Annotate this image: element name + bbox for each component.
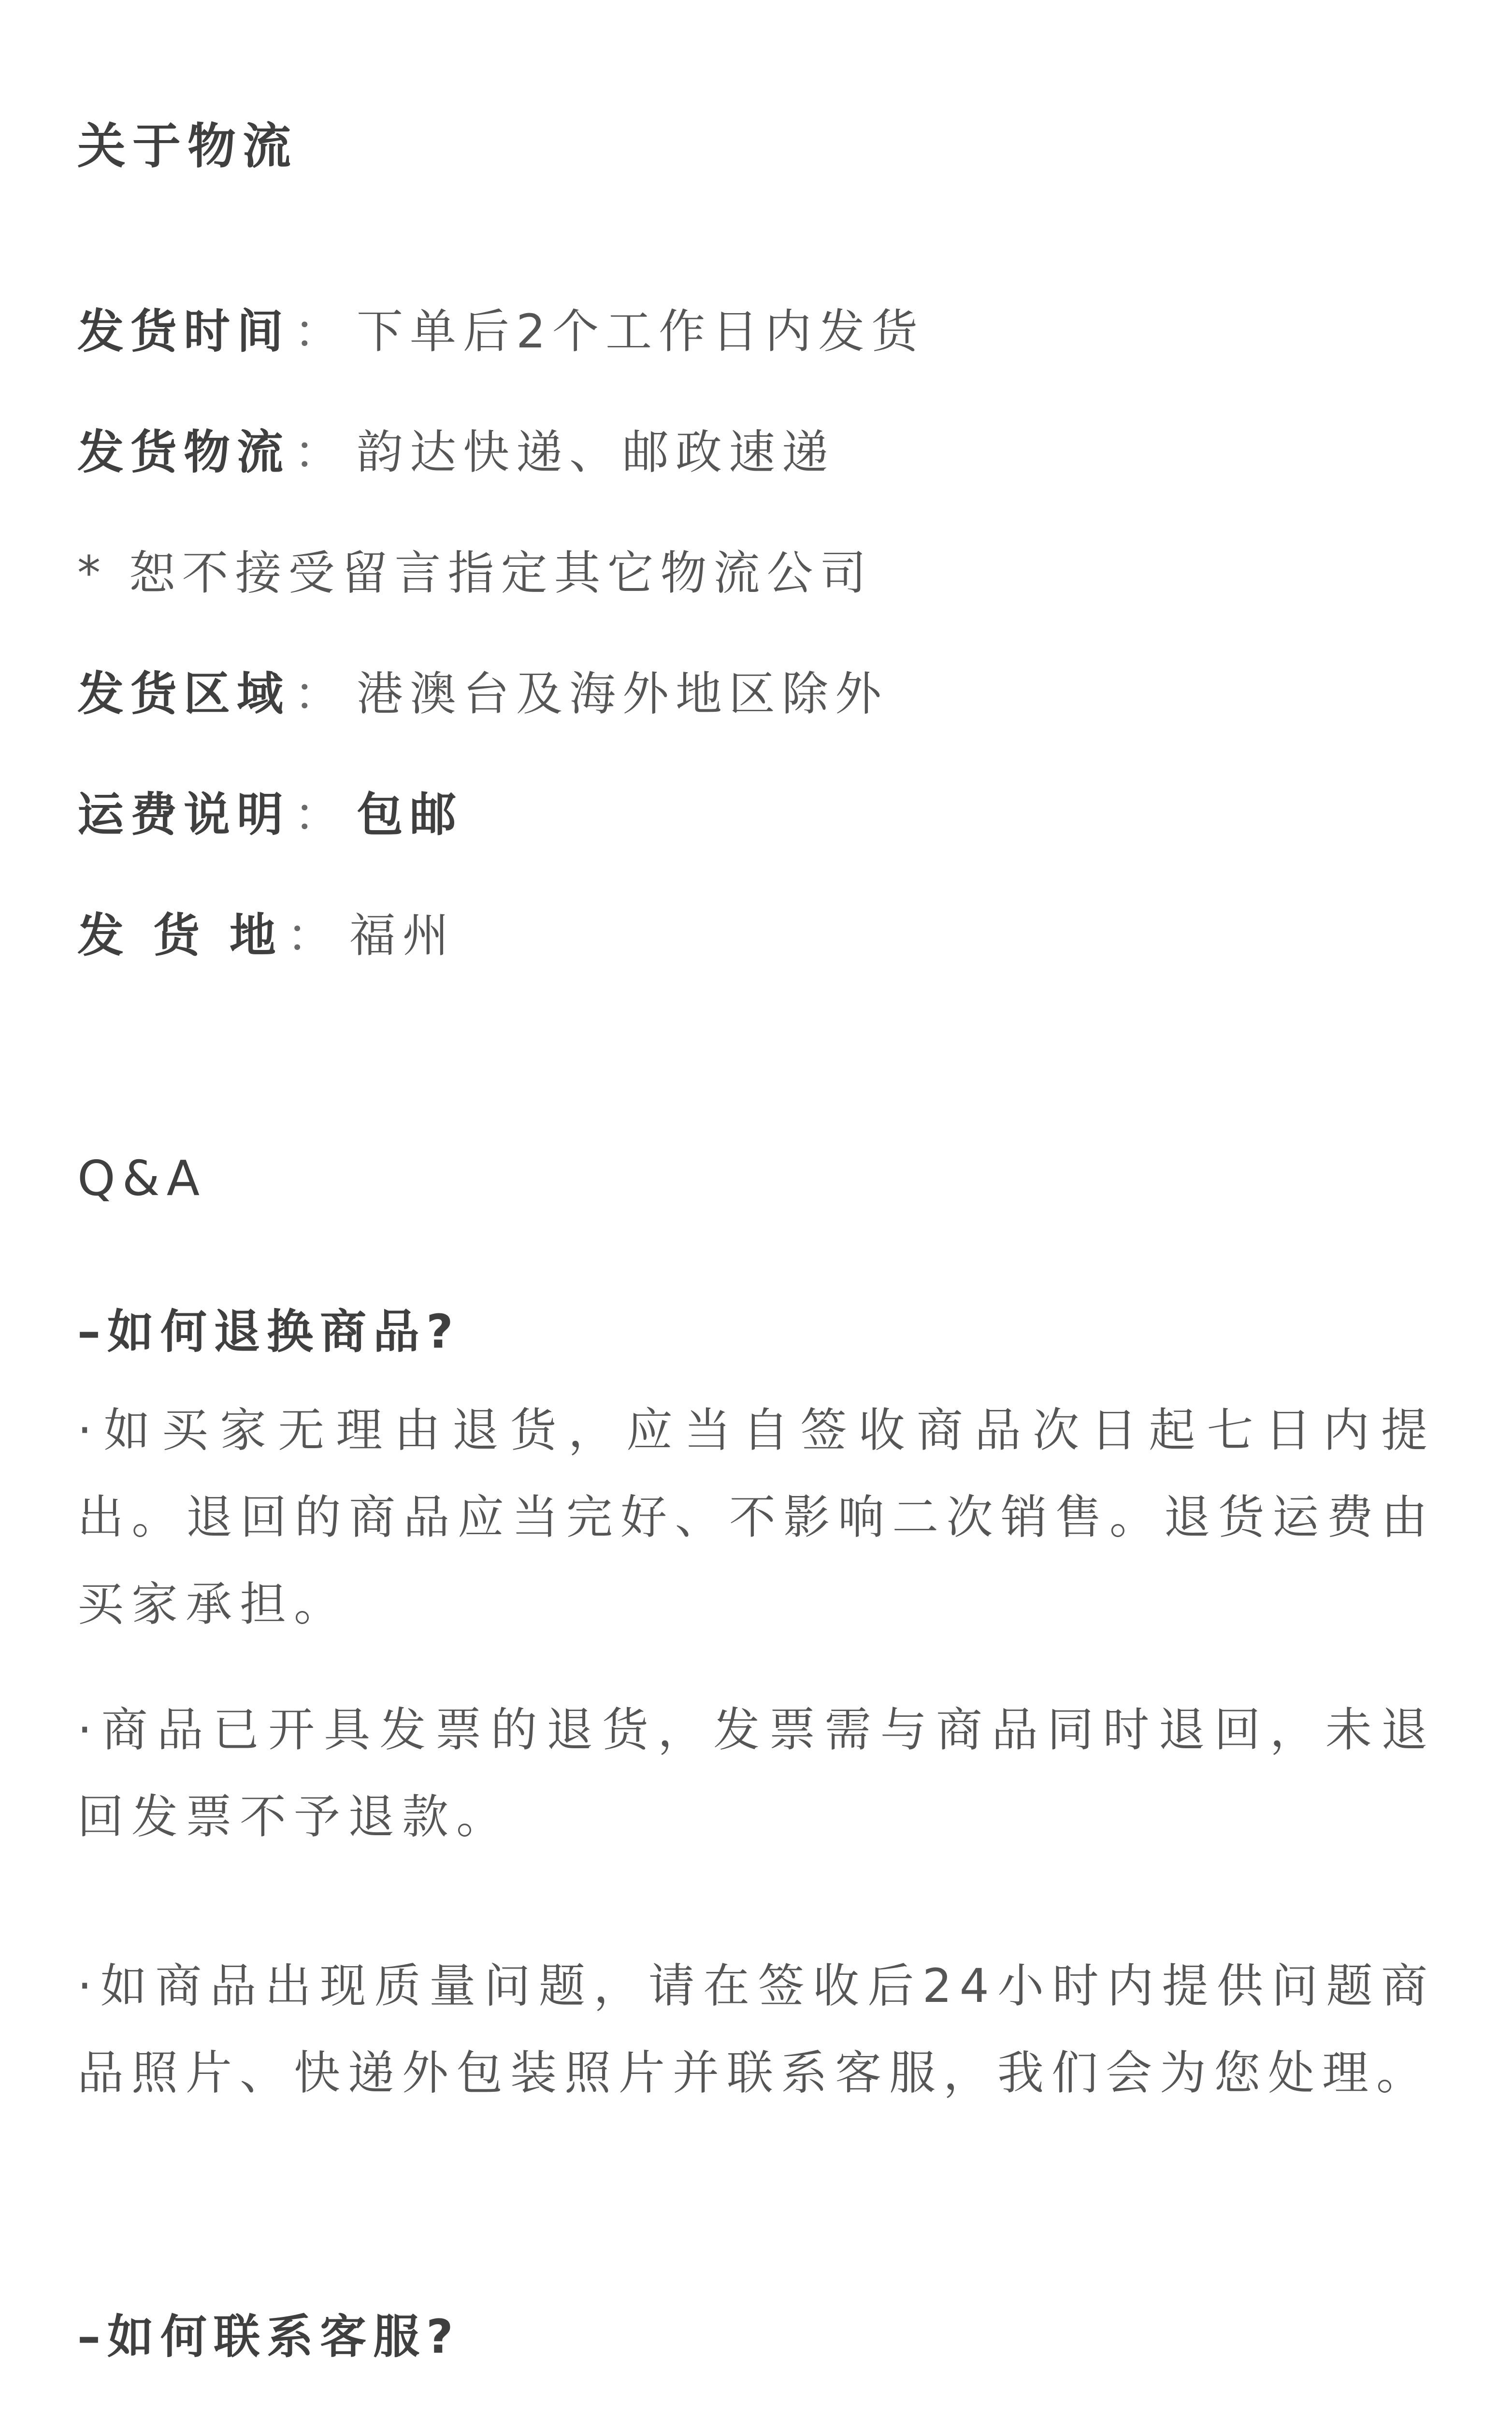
contact-line-1 [77, 2411, 711, 2416]
logistics-title: 关于物流 [77, 118, 298, 174]
ship-origin-value: 福州 [349, 908, 456, 963]
ship-region-row [77, 657, 888, 723]
ship-time-value: 下单后2个工作日内发货 [357, 304, 925, 359]
ship-time-row [77, 295, 924, 361]
colon: ： [294, 304, 347, 359]
carrier-note: * 恕不接受留言指定其它物流公司 [77, 546, 873, 600]
return-question: –如何退换商品? [77, 1305, 460, 1359]
return-paragraph-3: ·如商品出现质量问题，请在签收后24小时内提供问题商品照片、快递外包装照片并联系客服，我们会为您处理。 [77, 1959, 1435, 2100]
ship-time-label: 发货时间 [77, 304, 290, 359]
shipping-fee-label: 运费说明 [77, 788, 290, 842]
contact-question: –如何联系客服? [77, 2310, 460, 2364]
ship-region-value: 港澳台及海外地区除外 [357, 667, 888, 721]
shipping-fee-row [77, 778, 463, 844]
ship-region-label: 发货区域 [77, 667, 290, 721]
return-paragraph-2: ·商品已开具发票的退货，发票需与商品同时退回，未退回发票不予退款。 [77, 1703, 1435, 1844]
colon: ： [294, 788, 347, 842]
colon: ： [294, 667, 347, 721]
carrier-label: 发货物流 [77, 425, 290, 479]
carrier-note-row [77, 536, 873, 603]
colon: ： [294, 425, 347, 479]
ship-origin-label: 发 货 地 [77, 908, 283, 963]
colon: ： [286, 908, 340, 963]
shipping-fee-value: 包邮 [357, 788, 463, 842]
carrier-value: 韵达快递、邮政速递 [357, 425, 835, 479]
qa-title: Q&A [77, 1150, 207, 1207]
ship-origin-row [77, 899, 456, 965]
return-paragraph-1: ·如买家无理由退货，应当自签收商品次日起七日内提出。退回的商品应当完好、不影响二次销售。退货运费由买家承担。 [77, 1403, 1435, 1631]
carrier-row [77, 416, 835, 482]
